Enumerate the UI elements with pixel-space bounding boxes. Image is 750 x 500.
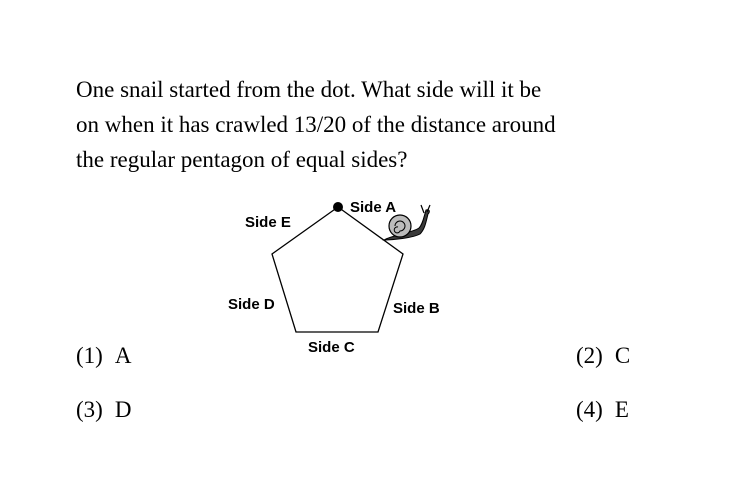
- side-e-label: Side E: [245, 214, 291, 231]
- option-answer: C: [614, 343, 631, 368]
- option-4[interactable]: [576, 397, 629, 423]
- side-d-label: Side D: [228, 296, 275, 313]
- side-a-label: Side A: [350, 199, 397, 216]
- option-number: (2): [576, 343, 603, 368]
- option-number: (1): [76, 343, 103, 368]
- option-answer: E: [614, 397, 629, 422]
- side-c-label: Side C: [308, 339, 355, 356]
- question-line: One snail started from the dot. What side will it be: [76, 77, 542, 102]
- question-line: the regular pentagon of equal sides?: [76, 147, 408, 172]
- option-answer: D: [114, 397, 132, 422]
- option-3[interactable]: [76, 397, 131, 423]
- option-number: (3): [76, 397, 103, 422]
- option-number: (4): [576, 397, 603, 422]
- option-answer: A: [114, 343, 132, 368]
- regular-pentagon: [272, 207, 403, 332]
- side-b-label: Side B: [393, 300, 440, 317]
- start-dot: [333, 202, 343, 212]
- option-1[interactable]: [76, 343, 131, 369]
- question-line: on when it has crawled 13/20 of the distance around: [76, 112, 556, 137]
- option-2[interactable]: [576, 343, 630, 369]
